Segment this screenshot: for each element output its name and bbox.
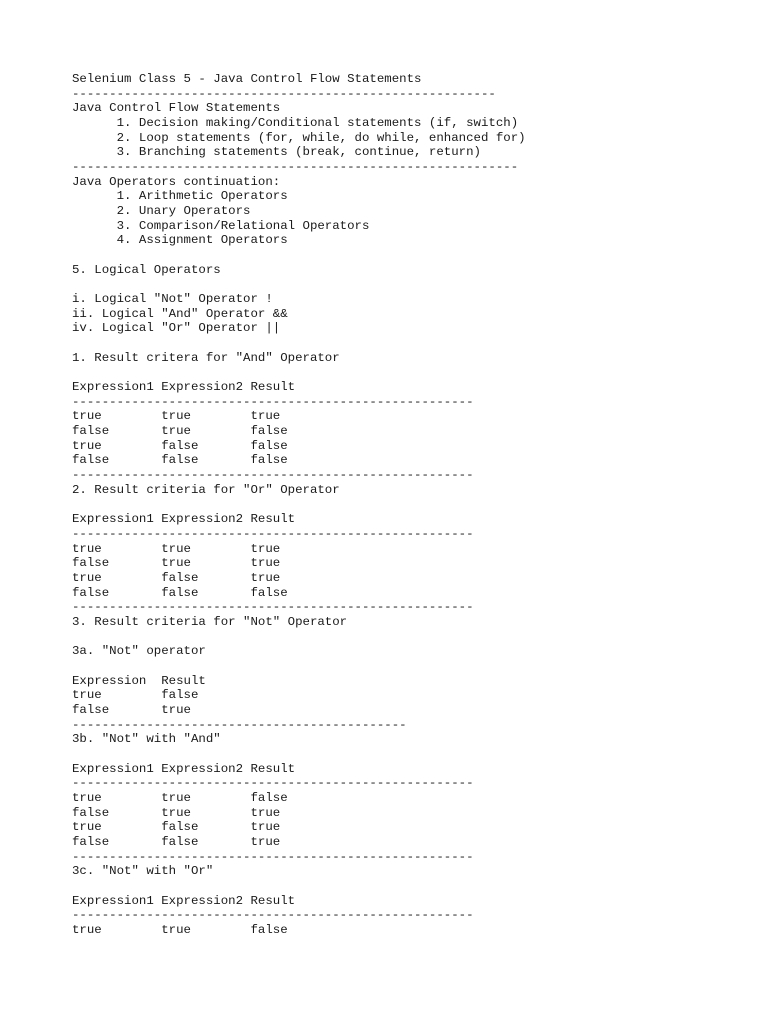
truth-table-row: false true: [72, 702, 191, 717]
truth-table-row: true false false: [72, 438, 288, 453]
text-line: 5. Logical Operators: [72, 262, 221, 277]
divider-line: ------------------------------------------------------: [72, 600, 474, 615]
text-line: Java Control Flow Statements: [72, 101, 281, 116]
text-line: 2. Loop statements (for, while, do while, enhanced for): [72, 130, 526, 145]
text-line: iv. Logical "Or" Operator ||: [72, 321, 281, 336]
divider-line: ------------------------------------------------------: [72, 394, 474, 409]
truth-table-row: true true false: [72, 790, 288, 805]
truth-table-row: false false true: [72, 834, 281, 849]
text-line: 1. Decision making/Conditional statements (if, switch): [72, 116, 519, 131]
text-line: 1. Arithmetic Operators: [72, 189, 288, 204]
truth-table-header: Expression1 Expression2 Result: [72, 893, 296, 908]
blank-line: [72, 365, 526, 380]
text-line: 3. Branching statements (break, continue, return): [72, 145, 481, 160]
truth-table-header: Expression1 Expression2 Result: [72, 512, 296, 527]
text-line: 1. Result critera for "And" Operator: [72, 350, 340, 365]
truth-table-row: false false false: [72, 453, 288, 468]
divider-line: ------------------------------------------------------: [72, 908, 474, 923]
document-text: [72, 72, 526, 938]
text-line: 3. Comparison/Relational Operators: [72, 218, 370, 233]
divider-line: ------------------------------------------------------: [72, 468, 474, 483]
text-line: 3a. "Not" operator: [72, 644, 206, 659]
blank-line: [72, 497, 526, 512]
divider-line: ------------------------------------------------------: [72, 849, 474, 864]
truth-table-row: false true false: [72, 424, 288, 439]
divider-line: ---------------------------------------------------------: [72, 86, 496, 101]
text-line: ii. Logical "And" Operator &&: [72, 306, 288, 321]
text-line: 3c. "Not" with "Or": [72, 864, 214, 879]
truth-table-header: Expression1 Expression2 Result: [72, 761, 296, 776]
blank-line: [72, 879, 526, 894]
blank-line: [72, 336, 526, 351]
blank-line: [72, 277, 526, 292]
blank-line: [72, 747, 526, 762]
truth-table-row: false true true: [72, 556, 281, 571]
text-line: i. Logical "Not" Operator !: [72, 292, 273, 307]
truth-table-row: true false true: [72, 570, 281, 585]
truth-table-row: true true false: [72, 922, 288, 937]
document-title: Selenium Class 5 - Java Control Flow Statements: [72, 72, 422, 86]
text-line: 3. Result criteria for "Not" Operator: [72, 614, 348, 629]
truth-table-row: false true true: [72, 805, 281, 820]
text-line: Java Operators continuation:: [72, 174, 281, 189]
divider-line: ------------------------------------------------------------: [72, 160, 519, 175]
blank-line: [72, 630, 526, 645]
text-line: 2. Result criteria for "Or" Operator: [72, 482, 340, 497]
text-line: 3b. "Not" with "And": [72, 732, 221, 747]
divider-line: ------------------------------------------------------: [72, 776, 474, 791]
text-line: 4. Assignment Operators: [72, 233, 288, 248]
truth-table-row: true true true: [72, 541, 281, 556]
divider-line: ------------------------------------------------------: [72, 526, 474, 541]
truth-table-row: true false true: [72, 820, 281, 835]
text-line: 2. Unary Operators: [72, 204, 251, 219]
blank-line: [72, 659, 526, 674]
truth-table-row: false false false: [72, 585, 288, 600]
truth-table-row: true false: [72, 688, 199, 703]
truth-table-row: true true true: [72, 409, 281, 424]
truth-table-header: Expression Result: [72, 673, 206, 688]
truth-table-header: Expression1 Expression2 Result: [72, 380, 296, 395]
blank-line: [72, 248, 526, 263]
divider-line: ---------------------------------------------: [72, 717, 407, 732]
